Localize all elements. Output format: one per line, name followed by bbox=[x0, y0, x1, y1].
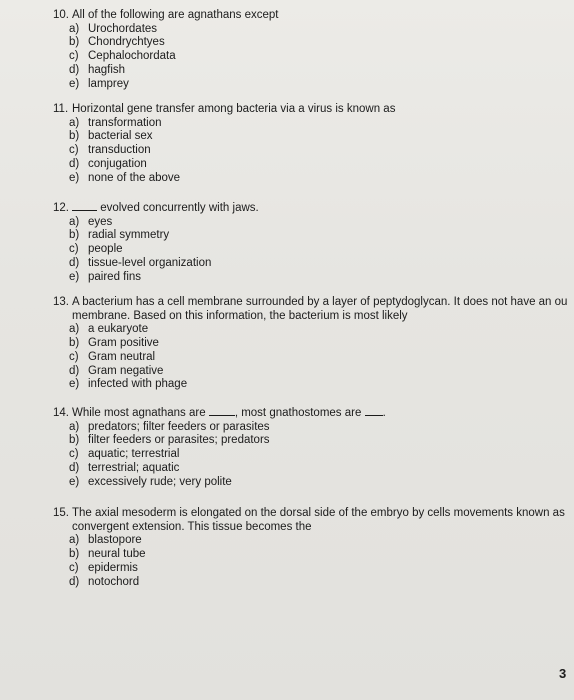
option-text: Cephalochordata bbox=[88, 50, 176, 63]
option-letter: e) bbox=[69, 77, 80, 90]
option-text: infected with phage bbox=[88, 378, 188, 391]
answer-blank-2 bbox=[365, 405, 383, 416]
option-letter: b) bbox=[69, 36, 80, 49]
option-letter: e) bbox=[69, 171, 80, 184]
question-number: 15. bbox=[53, 507, 69, 519]
option-text: neural tube bbox=[88, 548, 146, 561]
option-letter: b) bbox=[69, 130, 80, 143]
option-b[interactable] bbox=[53, 548, 565, 562]
option-letter: c) bbox=[69, 448, 79, 461]
option-c[interactable] bbox=[53, 448, 386, 462]
option-text: blastopore bbox=[88, 534, 142, 547]
option-e[interactable] bbox=[53, 78, 279, 92]
option-text: epidermis bbox=[88, 561, 138, 574]
question-text: All of the following are agnathans except bbox=[72, 9, 279, 21]
option-letter: b) bbox=[69, 434, 80, 447]
option-text: eyes bbox=[88, 215, 113, 228]
option-e[interactable] bbox=[53, 476, 386, 490]
option-letter: e) bbox=[69, 378, 80, 391]
option-a[interactable] bbox=[53, 117, 395, 131]
option-a[interactable] bbox=[53, 23, 279, 37]
question-number: 12. bbox=[53, 202, 69, 214]
question-number: 10. bbox=[53, 9, 69, 21]
option-letter: c) bbox=[69, 350, 79, 363]
option-text: Chondrychtyes bbox=[88, 36, 165, 49]
question-14 bbox=[53, 405, 386, 489]
option-text: terrestrial; aquatic bbox=[88, 461, 180, 474]
option-text: excessively rude; very polite bbox=[88, 475, 232, 488]
question-text-part-2: , most gnathostomes are bbox=[234, 407, 362, 419]
option-letter: d) bbox=[69, 256, 80, 269]
question-number: 14. bbox=[53, 407, 69, 419]
option-letter: a) bbox=[69, 116, 80, 129]
option-c[interactable] bbox=[53, 144, 395, 158]
option-letter: d) bbox=[69, 461, 80, 474]
option-text: hagfish bbox=[88, 63, 126, 76]
question-stem bbox=[53, 103, 395, 117]
option-c[interactable] bbox=[53, 243, 259, 257]
option-letter: d) bbox=[69, 575, 80, 588]
option-letter: a) bbox=[69, 534, 80, 547]
option-a[interactable] bbox=[53, 421, 386, 435]
question-11 bbox=[53, 103, 395, 185]
option-text: Gram negative bbox=[88, 364, 164, 377]
question-text-part-3: . bbox=[382, 407, 386, 419]
question-text-continued: membrane. Based on this information, the bacterium is most likely bbox=[72, 309, 408, 322]
question-stem bbox=[53, 296, 567, 310]
option-text: lamprey bbox=[88, 77, 129, 90]
question-13 bbox=[53, 296, 567, 392]
option-text: none of the above bbox=[88, 171, 181, 184]
option-text: paired fins bbox=[88, 270, 142, 283]
option-text: filter feeders or parasites; predators bbox=[88, 434, 270, 447]
option-text: transduction bbox=[88, 144, 151, 157]
option-d[interactable] bbox=[53, 462, 386, 476]
question-stem bbox=[53, 200, 259, 216]
question-10 bbox=[53, 9, 279, 91]
option-letter: b) bbox=[69, 229, 80, 242]
option-text: transformation bbox=[88, 116, 162, 129]
question-number: 11. bbox=[53, 103, 69, 115]
option-text: radial symmetry bbox=[88, 229, 170, 242]
option-letter: d) bbox=[69, 63, 80, 76]
question-text-continued: convergent extension. This tissue becomes the bbox=[72, 520, 312, 533]
question-text: Horizontal gene transfer among bacteria via a virus is known as bbox=[72, 103, 396, 115]
option-e[interactable] bbox=[53, 271, 259, 285]
option-d[interactable] bbox=[53, 257, 259, 271]
answer-blank bbox=[72, 200, 97, 211]
option-letter: c) bbox=[69, 50, 79, 63]
option-d[interactable] bbox=[53, 64, 279, 78]
option-letter: e) bbox=[69, 475, 80, 488]
option-d[interactable] bbox=[53, 365, 567, 379]
question-text: evolved concurrently with jaws. bbox=[100, 202, 259, 214]
answer-blank-1 bbox=[209, 405, 235, 416]
option-text: predators; filter feeders or parasites bbox=[88, 420, 270, 433]
option-b[interactable] bbox=[53, 337, 567, 351]
question-number: 13. bbox=[53, 296, 69, 308]
option-b[interactable] bbox=[53, 36, 279, 50]
question-stem bbox=[53, 405, 386, 421]
option-text: tissue-level organization bbox=[88, 256, 212, 269]
option-a[interactable] bbox=[53, 216, 259, 230]
option-letter: a) bbox=[69, 22, 80, 35]
page-number: 3 bbox=[559, 666, 567, 681]
option-c[interactable] bbox=[53, 351, 567, 365]
option-letter: d) bbox=[69, 157, 80, 170]
option-letter: c) bbox=[69, 243, 79, 256]
option-letter: c) bbox=[69, 561, 79, 574]
question-15 bbox=[53, 507, 565, 589]
question-stem bbox=[53, 507, 565, 521]
option-text: aquatic; terrestrial bbox=[88, 448, 180, 461]
option-e[interactable] bbox=[53, 378, 567, 392]
option-letter: b) bbox=[69, 337, 80, 350]
option-letter: a) bbox=[69, 420, 80, 433]
option-text: Gram neutral bbox=[88, 350, 156, 363]
option-text: conjugation bbox=[88, 157, 147, 170]
option-text: people bbox=[88, 243, 123, 256]
option-d[interactable] bbox=[53, 576, 565, 590]
option-letter: c) bbox=[69, 144, 79, 157]
option-letter: a) bbox=[69, 323, 80, 336]
option-text: Gram positive bbox=[88, 337, 159, 350]
option-letter: a) bbox=[69, 215, 80, 228]
option-b[interactable] bbox=[53, 130, 395, 144]
option-a[interactable] bbox=[53, 534, 565, 548]
option-a[interactable] bbox=[53, 323, 567, 337]
option-text: Urochordates bbox=[88, 22, 158, 35]
option-letter: e) bbox=[69, 270, 80, 283]
option-e[interactable] bbox=[53, 172, 395, 186]
option-b[interactable] bbox=[53, 434, 386, 448]
option-c[interactable] bbox=[53, 562, 565, 576]
option-c[interactable] bbox=[53, 50, 279, 64]
option-letter: d) bbox=[69, 364, 80, 377]
question-12 bbox=[53, 200, 259, 284]
question-text-part-1: While most agnathans are bbox=[72, 407, 206, 419]
question-text: A bacterium has a cell membrane surrounded by a layer of peptydoglycan. It does not have an ou bbox=[72, 296, 568, 308]
question-text: The axial mesoderm is elongated on the dorsal side of the embryo by cells movements known as bbox=[72, 507, 565, 519]
option-b[interactable] bbox=[53, 229, 259, 243]
option-letter: b) bbox=[69, 548, 80, 561]
option-d[interactable] bbox=[53, 158, 395, 172]
question-stem bbox=[53, 9, 279, 23]
option-text: notochord bbox=[88, 575, 140, 588]
option-text: a eukaryote bbox=[88, 323, 149, 336]
option-text: bacterial sex bbox=[88, 130, 153, 143]
